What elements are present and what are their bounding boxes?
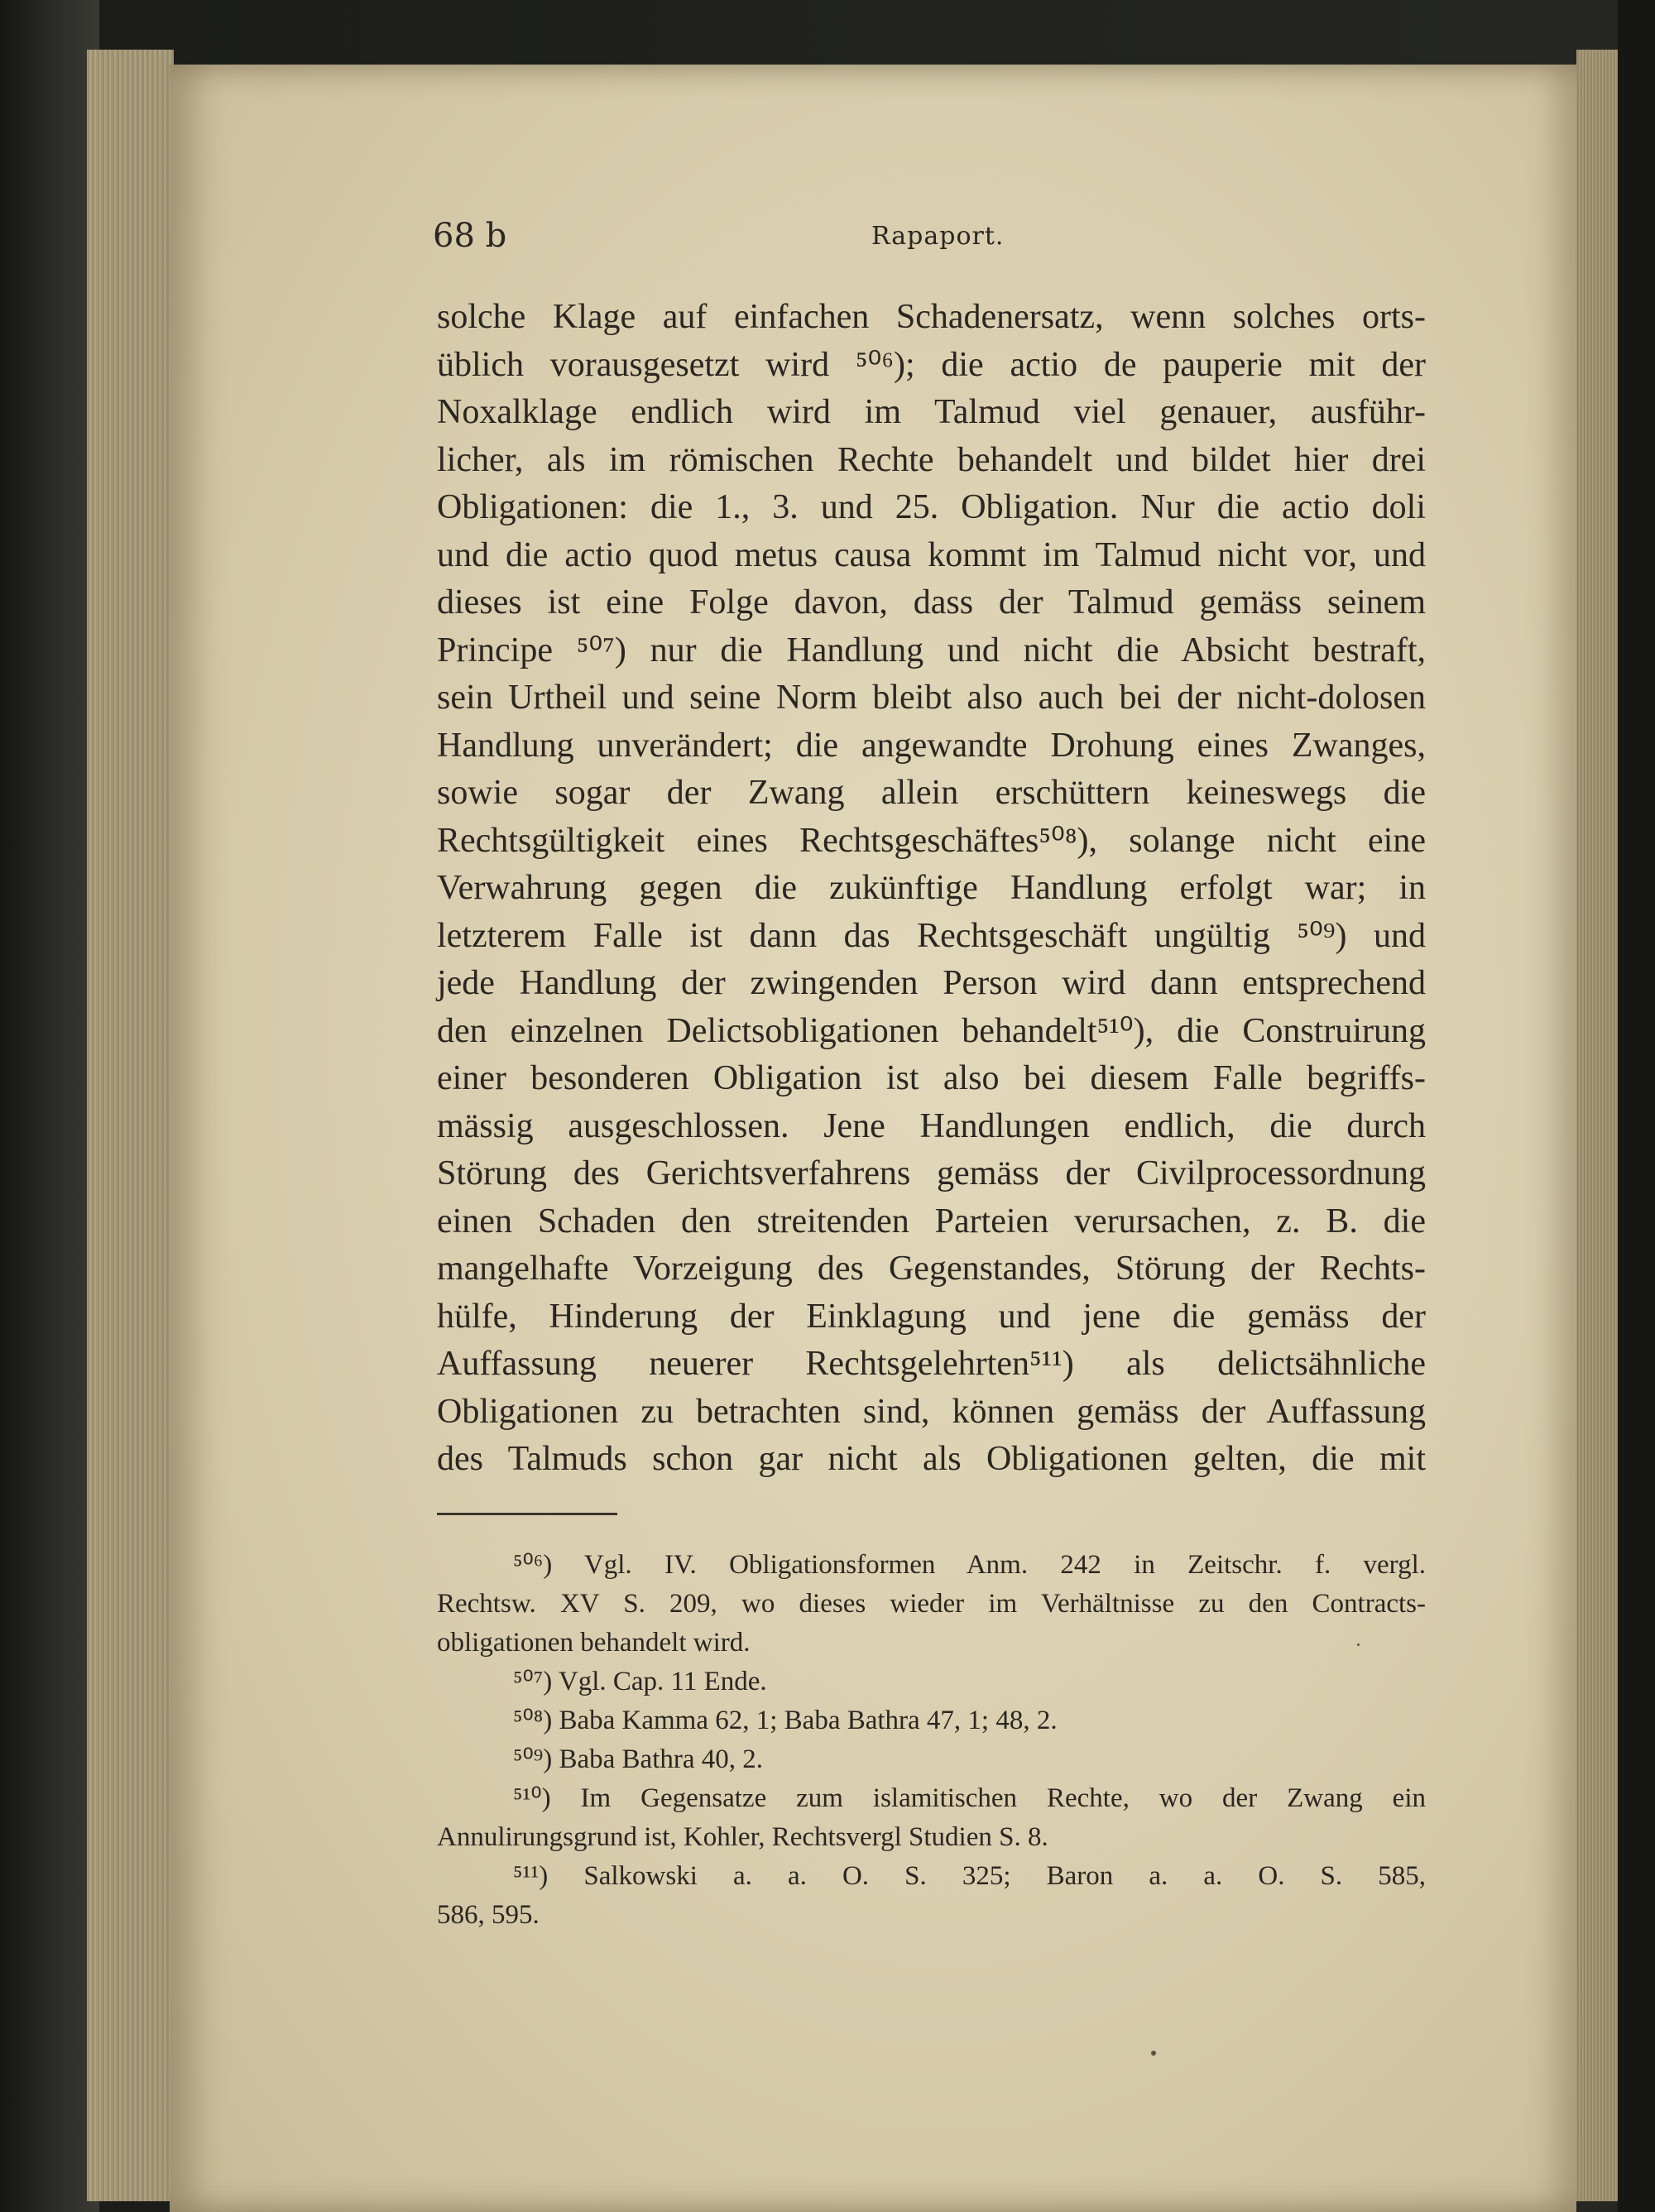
text-line: einen Schaden den streitenden Parteien verursachen, z. B. die [437,1202,1426,1240]
text-line: dieses ist eine Folge davon, dass der Talmud gemäss seinem [437,583,1426,621]
page-number: 68 b [433,217,507,255]
facing-cover [1618,0,1655,2212]
footnote-line: ⁵⁰⁹) Baba Bathra 40, 2. [513,1744,763,1774]
footnote-line: ⁵⁰⁸) Baba Kamma 62, 1; Baba Bathra 47, 1; 48, 2. [513,1706,1058,1735]
text-line: den einzelnen Delictsobligationen behandelt⁵¹⁰), die Construirung [437,1011,1426,1050]
text-line: solche Klage auf einfachen Schadenersatz, wenn solches orts- [437,298,1426,336]
text-line: des Talmuds schon gar nicht als Obligationen gelten, die mit [437,1440,1426,1478]
text-line: hülfe, Hinderung der Einklagung und jene die gemäss der [437,1297,1426,1336]
text-line: Verwahrung gegen die zukünftige Handlung erfolgt war; in [437,869,1426,907]
text-line: licher, als im römischen Rechte behandelt und bildet hier drei [437,440,1426,479]
page-edges-left [87,50,174,2201]
page-header [433,217,1426,266]
text-line: sein Urtheil und seine Norm bleibt also auch bei der nicht-dolosen [437,679,1426,717]
text-line: jede Handlung der zwingenden Person wird dann entsprechend [437,964,1426,1002]
text-line: mässig ausgeschlossen. Jene Handlungen endlich, die durch [437,1106,1426,1145]
book-spine [0,0,99,2212]
ink-speck [1151,2051,1156,2056]
text-line: letzterem Falle ist dann das Rechtsgeschäft ungültig ⁵⁰⁹) und [437,916,1426,955]
page-edges-right [1576,50,1618,2201]
text-line: Noxalklage endlich wird im Talmud viel genauer, ausführ- [437,393,1426,431]
ink-speck [1357,1643,1360,1646]
text-line: Störung des Gerichtsverfahrens gemäss der Civilprocessordnung [437,1154,1426,1192]
footnote-line: Rechtsw. XV S. 209, wo dieses wieder im Verhältnisse zu den Contracts- [437,1589,1426,1619]
footnote-line: ⁵⁰⁷) Vgl. Cap. 11 Ende. [513,1667,767,1696]
text-line: üblich vorausgesetzt wird ⁵⁰⁶); die actio de pauperie mit der [437,345,1426,384]
footnote-line: ⁵¹¹) Salkowski a. a. O. S. 325; Baron a. a. O. S. 585, [513,1861,1426,1891]
body-text [437,294,1426,1484]
footnote-line: ⁵¹⁰) Im Gegensatze zum islamitischen Rechte, wo der Zwang ein [513,1783,1426,1813]
text-line: sowie sogar der Zwang allein erschüttern keineswegs die [437,774,1426,812]
text-line: Handlung unverändert; die angewandte Drohung eines Zwanges, [437,726,1426,765]
text-line: Obligationen zu betrachten sind, können gemäss der Auffassung [437,1392,1426,1431]
footnote-line: Annulirungsgrund ist, Kohler, Rechtsvergl Studien S. 8. [437,1822,1048,1852]
footnote-line: ⁵⁰⁶) Vgl. IV. Obligationsformen Anm. 242 in Zeitschr. f. vergl. [513,1550,1426,1580]
footnote-rule [437,1513,617,1515]
footnote-line: 586, 595. [437,1900,540,1930]
text-line: Auffassung neuerer Rechtsgelehrten⁵¹¹) als delictsähnliche [437,1345,1426,1383]
running-head: Rapaport. [871,222,1005,251]
text-line: Rechtsgültigkeit eines Rechtsgeschäftes⁵⁰⁸), solange nicht eine [437,821,1426,860]
footnote-line: obligationen behandelt wird. [437,1628,751,1658]
text-line: Principe ⁵⁰⁷) nur die Handlung und nicht die Absicht bestraft, [437,631,1426,669]
text-line: einer besonderen Obligation ist also bei diesem Falle begriffs- [437,1059,1426,1097]
text-line: mangelhafte Vorzeigung des Gegenstandes, Störung der Rechts- [437,1250,1426,1288]
text-line: und die actio quod metus causa kommt im Talmud nicht vor, und [437,535,1426,574]
text-line: Obligationen: die 1., 3. und 25. Obligation. Nur die actio doli [437,488,1426,526]
footnotes [437,1546,1426,1935]
